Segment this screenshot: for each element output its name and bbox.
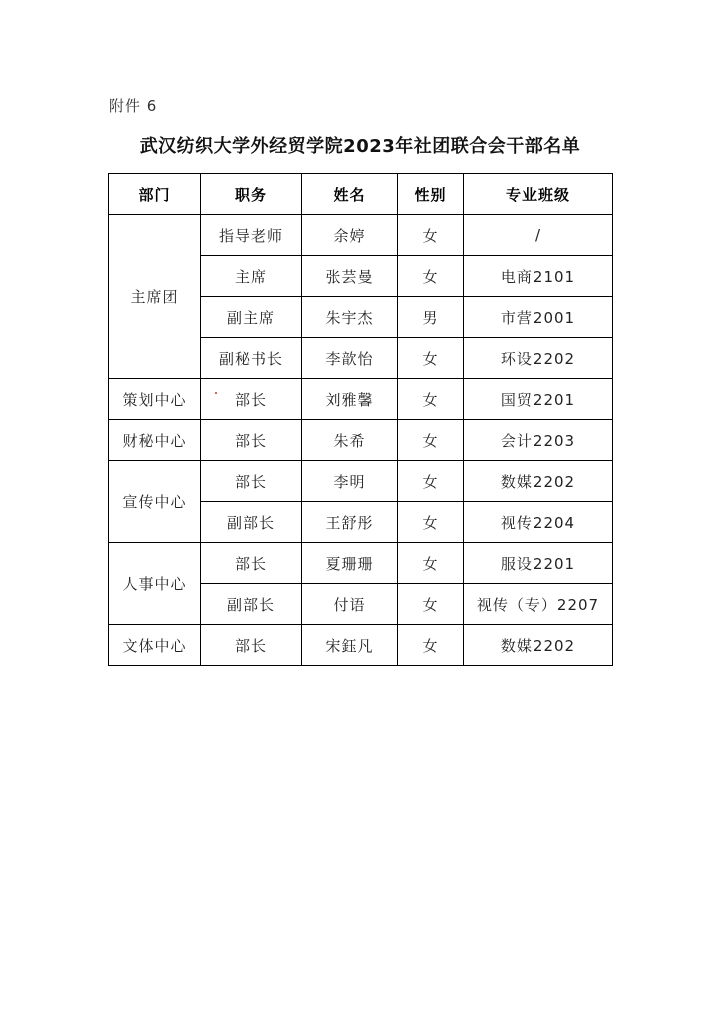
column-header-major-class: 专业班级: [464, 174, 613, 215]
name-cell: 朱宇杰: [302, 297, 398, 338]
position-cell: 部长: [201, 379, 302, 420]
class-cell: 数媒2202: [464, 461, 613, 502]
name-cell: 朱希: [302, 420, 398, 461]
table-row: [109, 543, 613, 584]
class-cell: 环设2202: [464, 338, 613, 379]
name-cell: 余婷: [302, 215, 398, 256]
class-cell: 会计2203: [464, 420, 613, 461]
table-row: [109, 379, 613, 420]
gender-cell: 男: [398, 297, 464, 338]
class-cell: 电商2101: [464, 256, 613, 297]
gender-cell: 女: [398, 502, 464, 543]
position-cell: 部长: [201, 625, 302, 666]
gender-cell: 女: [398, 584, 464, 625]
name-cell: 王舒彤: [302, 502, 398, 543]
position-cell: 主席: [201, 256, 302, 297]
class-cell: 视传（专）2207: [464, 584, 613, 625]
gender-cell: 女: [398, 379, 464, 420]
department-cell: 宣传中心: [109, 461, 201, 543]
name-cell: 付语: [302, 584, 398, 625]
name-cell: 张芸曼: [302, 256, 398, 297]
class-cell: 视传2204: [464, 502, 613, 543]
name-cell: 夏珊珊: [302, 543, 398, 584]
column-header-department: 部门: [109, 174, 201, 215]
position-cell: 副部长: [201, 502, 302, 543]
column-header-gender: 性别: [398, 174, 464, 215]
position-cell: 部长: [201, 543, 302, 584]
department-cell: 文体中心: [109, 625, 201, 666]
position-cell: 副部长: [201, 584, 302, 625]
department-cell: 策划中心: [109, 379, 201, 420]
department-cell: 财秘中心: [109, 420, 201, 461]
attachment-label: 附件 6: [109, 97, 158, 115]
class-cell: 数媒2202: [464, 625, 613, 666]
name-cell: 李歆怡: [302, 338, 398, 379]
stray-ink-dot: [215, 392, 217, 394]
column-header-position: 职务: [201, 174, 302, 215]
department-cell: 人事中心: [109, 543, 201, 625]
gender-cell: 女: [398, 256, 464, 297]
name-cell: 李明: [302, 461, 398, 502]
gender-cell: 女: [398, 420, 464, 461]
officer-roster-table: [108, 173, 613, 666]
class-cell: 国贸2201: [464, 379, 613, 420]
class-cell: /: [464, 215, 613, 256]
column-header-name: 姓名: [302, 174, 398, 215]
position-cell: 指导老师: [201, 215, 302, 256]
class-cell: 市营2001: [464, 297, 613, 338]
gender-cell: 女: [398, 543, 464, 584]
document-title: 武汉纺织大学外经贸学院2023年社团联合会干部名单: [139, 136, 581, 157]
position-cell: 部长: [201, 461, 302, 502]
class-cell: 服设2201: [464, 543, 613, 584]
position-cell: 副主席: [201, 297, 302, 338]
position-cell: 部长: [201, 420, 302, 461]
gender-cell: 女: [398, 625, 464, 666]
table-row: [109, 461, 613, 502]
department-cell: 主席团: [109, 215, 201, 379]
table-row: [109, 215, 613, 256]
gender-cell: 女: [398, 338, 464, 379]
name-cell: 宋鈺凡: [302, 625, 398, 666]
name-cell: 刘雅馨: [302, 379, 398, 420]
gender-cell: 女: [398, 215, 464, 256]
table-row: [109, 625, 613, 666]
gender-cell: 女: [398, 461, 464, 502]
table-row: [109, 420, 613, 461]
table-header-row: [109, 174, 613, 215]
position-cell: 副秘书长: [201, 338, 302, 379]
